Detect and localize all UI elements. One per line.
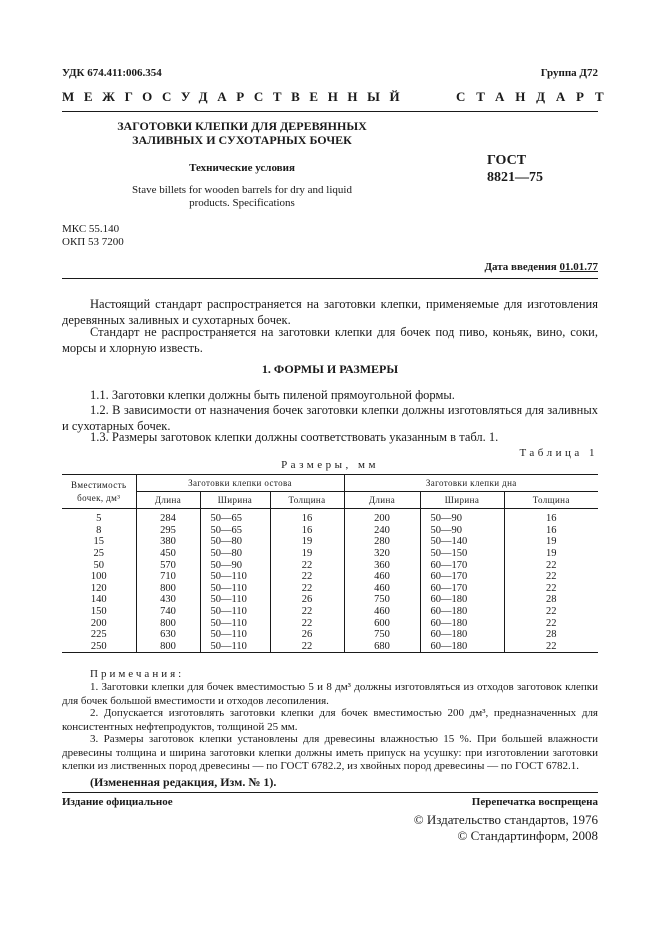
bottom-stave-group-header: Заготовки клепки дна <box>344 475 598 492</box>
capacity-header <box>62 475 136 509</box>
col-length-bottom: Длина <box>344 492 420 509</box>
table-cell: 60—170 <box>420 559 504 571</box>
table-cell: 50—110 <box>200 629 270 641</box>
table-cell: 800 <box>136 583 200 595</box>
table-cell: 50—90 <box>200 559 270 571</box>
note-1: 1. Заготовки клепки для бочек вместимостью 5 и 8 дм³ должны изготовляться из отходов заготовок клепки для бочек большой вместимости и отходов лесопиления. <box>62 681 598 707</box>
table-cell: 26 <box>270 594 344 606</box>
revision-note: (Измененная редакция, Изм. № 1). <box>90 775 277 789</box>
table-row <box>62 583 598 595</box>
udk-code: УДК 674.411:006.354 <box>62 67 162 79</box>
footer-rule <box>62 792 598 793</box>
table-cell: 50—80 <box>200 548 270 560</box>
copyright-1976: © Издательство стандартов, 1976 <box>413 812 598 827</box>
clause-1-2: 1.2. В зависимости от назначения бочек заготовки клепки должны изготовляться для заливных и сухотарных бочек. <box>62 403 598 433</box>
reprint-prohibited: Перепечатка воспрещена <box>471 796 598 808</box>
table-cell: 600 <box>344 617 420 629</box>
table-cell: 740 <box>136 606 200 618</box>
table-cell: 150 <box>62 606 136 618</box>
intro-paragraph-2: Стандарт не распространяется на заготовки клепки для бочек под пиво, коньяк, вино, соки, морсы и хлорную известь. <box>62 325 598 355</box>
capacity-header-line1: Вместимость <box>70 479 127 490</box>
table-cell: 50—110 <box>200 617 270 629</box>
col-length-body: Длина <box>136 492 200 509</box>
table-cell: 295 <box>136 525 200 537</box>
table-cell: 16 <box>504 525 598 537</box>
body-stave-group-header: Заготовки клепки остова <box>136 475 344 492</box>
table-cell: 60—170 <box>420 571 504 583</box>
col-width-body: Ширина <box>200 492 270 509</box>
table-cell: 50—110 <box>200 571 270 583</box>
table-cell: 320 <box>344 548 420 560</box>
table-cell: 50 <box>62 559 136 571</box>
table-cell: 225 <box>62 629 136 641</box>
table-cell: 16 <box>270 509 344 525</box>
table-cell: 200 <box>62 617 136 629</box>
table-cell: 8 <box>62 525 136 537</box>
gost-number: 8821—75 <box>487 170 543 185</box>
table-cell: 60—180 <box>420 617 504 629</box>
table-cell: 284 <box>136 509 200 525</box>
okp-code: ОКП 53 7200 <box>62 236 124 248</box>
note-3: 3. Размеры заготовок клепки установлены для древесины влажностью 15 %. При большей влажности древесины толщина и ширина заготовки клепки должны иметь припуск на усушку: при изготовлении заготовки клепки из лиственных пород древесины — по ГОСТ 6782.2, из хвойных пород древесины — по ГОСТ 6782.1. <box>62 733 598 772</box>
capacity-header-line2: бочек, дм³ <box>77 492 121 503</box>
table-cell: 380 <box>136 536 200 548</box>
clause-1-1: 1.1. Заготовки клепки должны быть пиленой прямоугольной формы. <box>90 388 455 402</box>
col-thickness-bottom: Толщина <box>504 492 598 509</box>
table-cell: 22 <box>504 571 598 583</box>
table-cell: 50—110 <box>200 641 270 653</box>
col-thickness-body: Толщина <box>270 492 344 509</box>
intro-paragraph-1: Настоящий стандарт распространяется на заготовки клепки, применяемые для изготовления деревянных заливных и сухотарных бочек. <box>62 297 598 327</box>
table-caption: Размеры, мм <box>281 459 379 471</box>
table-cell: 22 <box>504 617 598 629</box>
col-width-bottom: Ширина <box>420 492 504 509</box>
intro-date-value: 01.01.77 <box>559 261 598 273</box>
table-cell: 22 <box>504 559 598 571</box>
title-line-1: ЗАГОТОВКИ КЛЕПКИ ДЛЯ ДЕРЕВЯННЫХ <box>117 119 367 133</box>
table-cell: 28 <box>504 629 598 641</box>
table-cell: 50—110 <box>200 594 270 606</box>
table-cell: 280 <box>344 536 420 548</box>
table-row <box>62 548 598 560</box>
table-row <box>62 559 598 571</box>
table-cell: 60—180 <box>420 606 504 618</box>
table-cell: 450 <box>136 548 200 560</box>
table-cell: 19 <box>504 536 598 548</box>
table-cell: 50—140 <box>420 536 504 548</box>
table-cell: 16 <box>504 509 598 525</box>
table-cell: 60—180 <box>420 641 504 653</box>
copyright-2008: © Стандартинформ, 2008 <box>457 828 598 843</box>
table-cell: 50—90 <box>420 509 504 525</box>
clause-1-3: 1.3. Размеры заготовок клепки должны соответствовать указанным в табл. 1. <box>90 430 499 444</box>
section-heading: 1. ФОРМЫ И РАЗМЕРЫ <box>261 362 399 376</box>
english-title-1: Stave billets for wooden barrels for dry and liquid <box>132 184 352 196</box>
table-row <box>62 525 598 537</box>
table-cell: 22 <box>270 617 344 629</box>
intro-rule <box>62 278 598 279</box>
table-cell: 800 <box>136 641 200 653</box>
table-cell: 50—80 <box>200 536 270 548</box>
official-edition: Издание официальное <box>62 796 173 808</box>
table-cell: 50—110 <box>200 606 270 618</box>
table-row <box>62 571 598 583</box>
table-cell: 630 <box>136 629 200 641</box>
table-cell: 800 <box>136 617 200 629</box>
table-row <box>62 509 598 525</box>
table-cell: 750 <box>344 629 420 641</box>
table-cell: 460 <box>344 606 420 618</box>
table-row <box>62 617 598 629</box>
table-cell: 22 <box>504 606 598 618</box>
table-cell: 26 <box>270 629 344 641</box>
table-cell: 240 <box>344 525 420 537</box>
table-cell: 680 <box>344 641 420 653</box>
note-2: 2. Допускается изготовлять заготовки клепки для бочек вместимостью 200 дм³, предназначенных для консистентных нефтепродуктов, толщиной 25 мм. <box>62 707 598 733</box>
table-cell: 120 <box>62 583 136 595</box>
table-row <box>62 629 598 641</box>
table-cell: 22 <box>270 583 344 595</box>
table-cell: 710 <box>136 571 200 583</box>
table-label: Таблица 1 <box>519 447 598 459</box>
intro-date-label: Дата введения <box>484 261 557 273</box>
table-cell: 22 <box>504 641 598 653</box>
table-cell: 22 <box>270 559 344 571</box>
table-cell: 60—170 <box>420 583 504 595</box>
table-cell: 360 <box>344 559 420 571</box>
table-cell: 200 <box>344 509 420 525</box>
gost-label: ГОСТ <box>487 153 527 168</box>
table-cell: 5 <box>62 509 136 525</box>
table-cell: 750 <box>344 594 420 606</box>
table-cell: 22 <box>504 583 598 595</box>
table-cell: 50—90 <box>420 525 504 537</box>
table-cell: 60—180 <box>420 629 504 641</box>
intro-date <box>484 261 598 273</box>
table-row <box>62 606 598 618</box>
table-cell: 19 <box>270 536 344 548</box>
group-code: Группа Д72 <box>540 67 598 79</box>
english-title-2: products. Specifications <box>189 197 295 209</box>
table-cell: 50—65 <box>200 525 270 537</box>
title-line-2: ЗАЛИВНЫХ И СУХОТАРНЫХ БОЧЕК <box>132 133 352 147</box>
table-cell: 50—110 <box>200 583 270 595</box>
table-cell: 28 <box>504 594 598 606</box>
header-rule <box>62 111 598 112</box>
table-cell: 460 <box>344 583 420 595</box>
dimensions-table <box>62 474 598 653</box>
table-cell: 19 <box>270 548 344 560</box>
table-cell: 140 <box>62 594 136 606</box>
table-cell: 430 <box>136 594 200 606</box>
table-cell: 19 <box>504 548 598 560</box>
table-row <box>62 641 598 653</box>
standard-type-right: СТАНДАРТ <box>456 89 615 104</box>
table-cell: 570 <box>136 559 200 571</box>
table-cell: 22 <box>270 571 344 583</box>
table-cell: 50—65 <box>200 509 270 525</box>
table-cell: 50—150 <box>420 548 504 560</box>
table-body <box>62 509 598 653</box>
subtitle: Технические условия <box>189 162 295 174</box>
table-cell: 60—180 <box>420 594 504 606</box>
table-row <box>62 536 598 548</box>
mks-code: МКС 55.140 <box>62 223 120 235</box>
table-row <box>62 594 598 606</box>
table-cell: 460 <box>344 571 420 583</box>
table-cell: 25 <box>62 548 136 560</box>
table-cell: 16 <box>270 525 344 537</box>
table-cell: 22 <box>270 641 344 653</box>
notes-title: Примечания: <box>90 668 185 680</box>
standard-type-left: МЕЖГОСУДАРСТВЕННЫЙ <box>62 89 410 104</box>
table-cell: 22 <box>270 606 344 618</box>
table-cell: 250 <box>62 641 136 653</box>
table-cell: 15 <box>62 536 136 548</box>
table-cell: 100 <box>62 571 136 583</box>
